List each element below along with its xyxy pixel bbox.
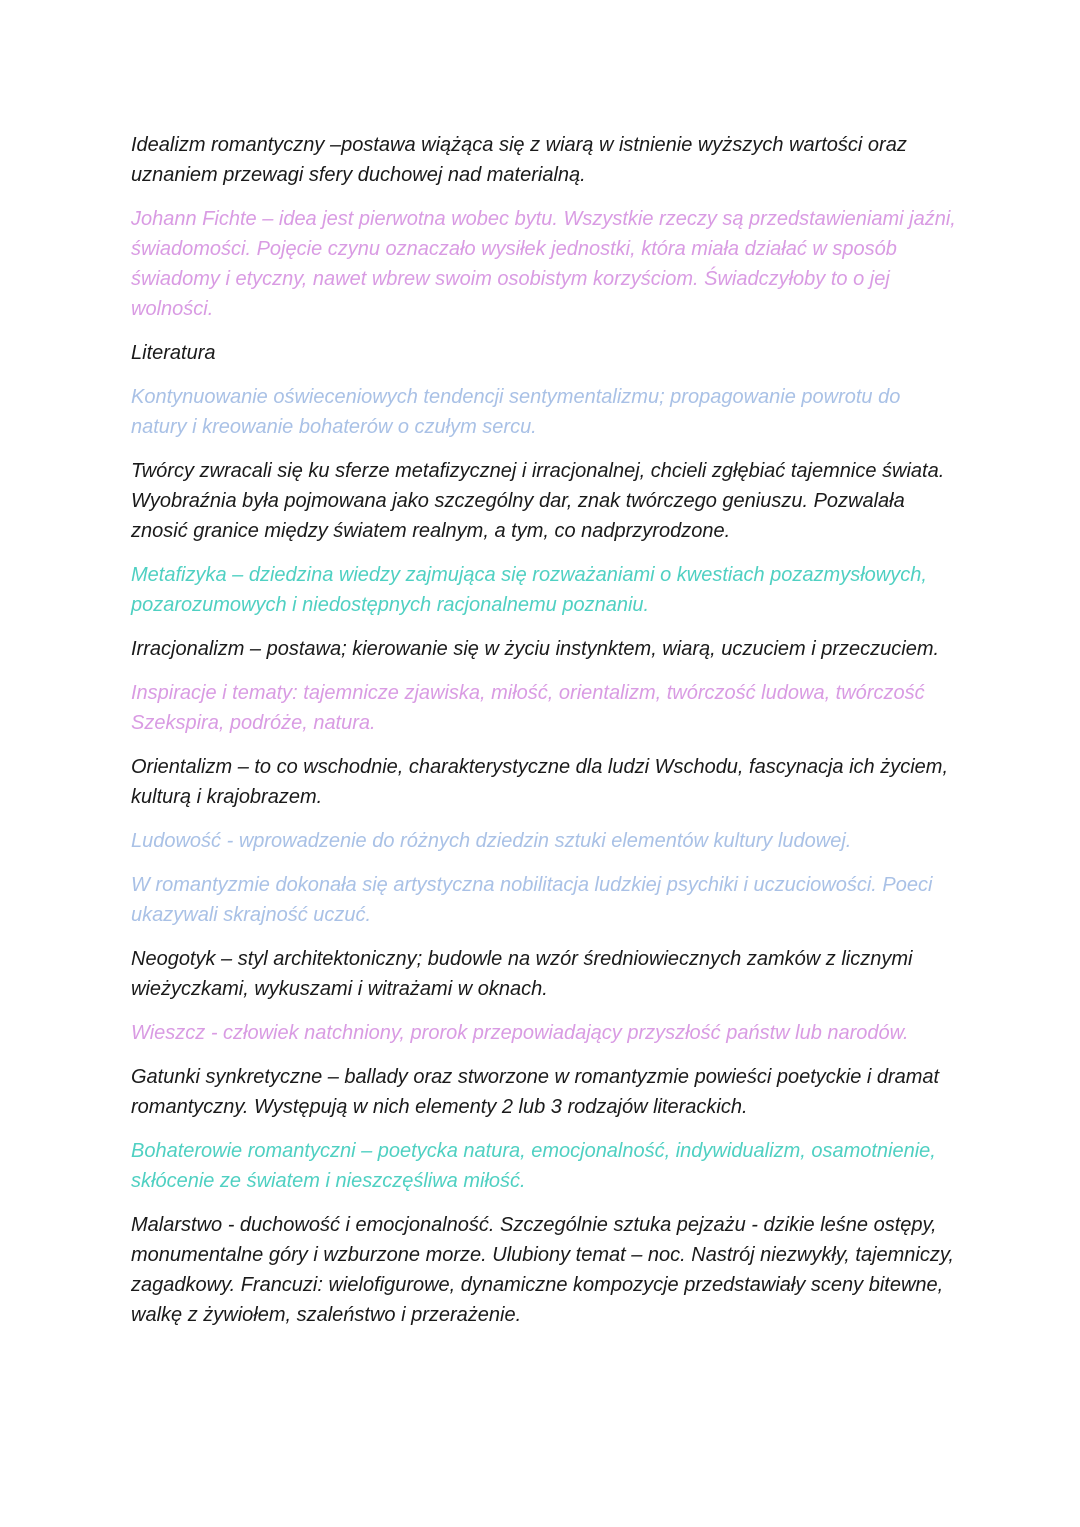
paragraph-johann-fichte: Johann Fichte – idea jest pierwotna wobec bytu. Wszystkie rzeczy są przedstawieniami jaźni, świadomości. Pojęcie czynu oznaczało wysiłek jednostki, która miała działać w sposób świadomy i etyczny, nawet wbrew swoim osobistym korzyściom. Świadczyłoby to o jej wolności.	[131, 208, 956, 320]
paragraph-tworcy: Twórcy zwracali się ku sferze metafizycznej i irracjonalnej, chcieli zgłębiać tajemnice świata. Wyobraźnia była pojmowana jako szczególny dar, znak twórczego geniuszu. Pozwalała znosić granice między światem realnym, a tym, co nadprzyrodzone.	[131, 460, 945, 542]
paragraph-gatunki-synkretyczne: Gatunki synkretyczne – ballady oraz stworzone w romantyzmie powieści poetyckie i dramat romantyczny. Występują w nich elementy 2 lub 3 rodzajów literackich.	[131, 1066, 940, 1118]
paragraph-bohaterowie: Bohaterowie romantyczni – poetycka natura, emocjonalność, indywidualizm, osamotnienie, skłócenie ze światem i nieszczęśliwa miłość.	[131, 1140, 936, 1192]
paragraph-neogotyk: Neogotyk – styl architektoniczny; budowle na wzór średniowiecznych zamków z licznymi wieżyczkami, wykuszami i witrażami w oknach.	[131, 948, 913, 1000]
paragraph-idealizm-romantyczny: Idealizm romantyczny –postawa wiążąca się z wiarą w istnienie wyższych wartości oraz uznaniem przewagi sfery duchowej nad materialną.	[131, 134, 907, 186]
document-page	[131, 130, 961, 1344]
paragraph-orientalizm: Orientalizm – to co wschodnie, charakterystyczne dla ludzi Wschodu, fascynacja ich życiem, kulturą i krajobrazem.	[131, 756, 949, 808]
paragraph-inspiracje: Inspiracje i tematy: tajemnicze zjawiska, miłość, orientalizm, twórczość ludowa, twórczość Szekspira, podróże, natura.	[131, 682, 925, 734]
paragraph-malarstwo: Malarstwo - duchowość i emocjonalność. Szczególnie sztuka pejzażu - dzikie leśne ostępy, monumentalne góry i wzburzone morze. Ulubiony temat – noc. Nastrój niezwykły, tajemniczy, zagadkowy. Francuzi: wielofigurowe, dynamiczne kompozycje przedstawiały sceny bitewne, walkę z żywiołem, szaleństwo i przerażenie.	[131, 1214, 954, 1326]
paragraph-kontynuowanie: Kontynuowanie oświeceniowych tendencji sentymentalizmu; propagowanie powrotu do natury i kreowanie bohaterów o czułym sercu.	[131, 386, 901, 438]
paragraph-nobilitacja: W romantyzmie dokonała się artystyczna nobilitacja ludzkiej psychiki i uczuciowości. Poeci ukazywali skrajność uczuć.	[131, 874, 933, 926]
paragraph-wieszcz: Wieszcz - człowiek natchniony, prorok przepowiadający przyszłość państw lub narodów.	[131, 1022, 909, 1044]
heading-literatura: Literatura	[131, 342, 216, 364]
paragraph-metafizyka: Metafizyka – dziedzina wiedzy zajmująca się rozważaniami o kwestiach pozazmysłowych, pozarozumowych i niedostępnych racjonalnemu poznaniu.	[131, 564, 927, 616]
paragraph-irracjonalizm: Irracjonalizm – postawa; kierowanie się w życiu instynktem, wiarą, uczuciem i przeczuciem.	[131, 638, 940, 660]
paragraph-ludowosc: Ludowość - wprowadzenie do różnych dziedzin sztuki elementów kultury ludowej.	[131, 830, 852, 852]
